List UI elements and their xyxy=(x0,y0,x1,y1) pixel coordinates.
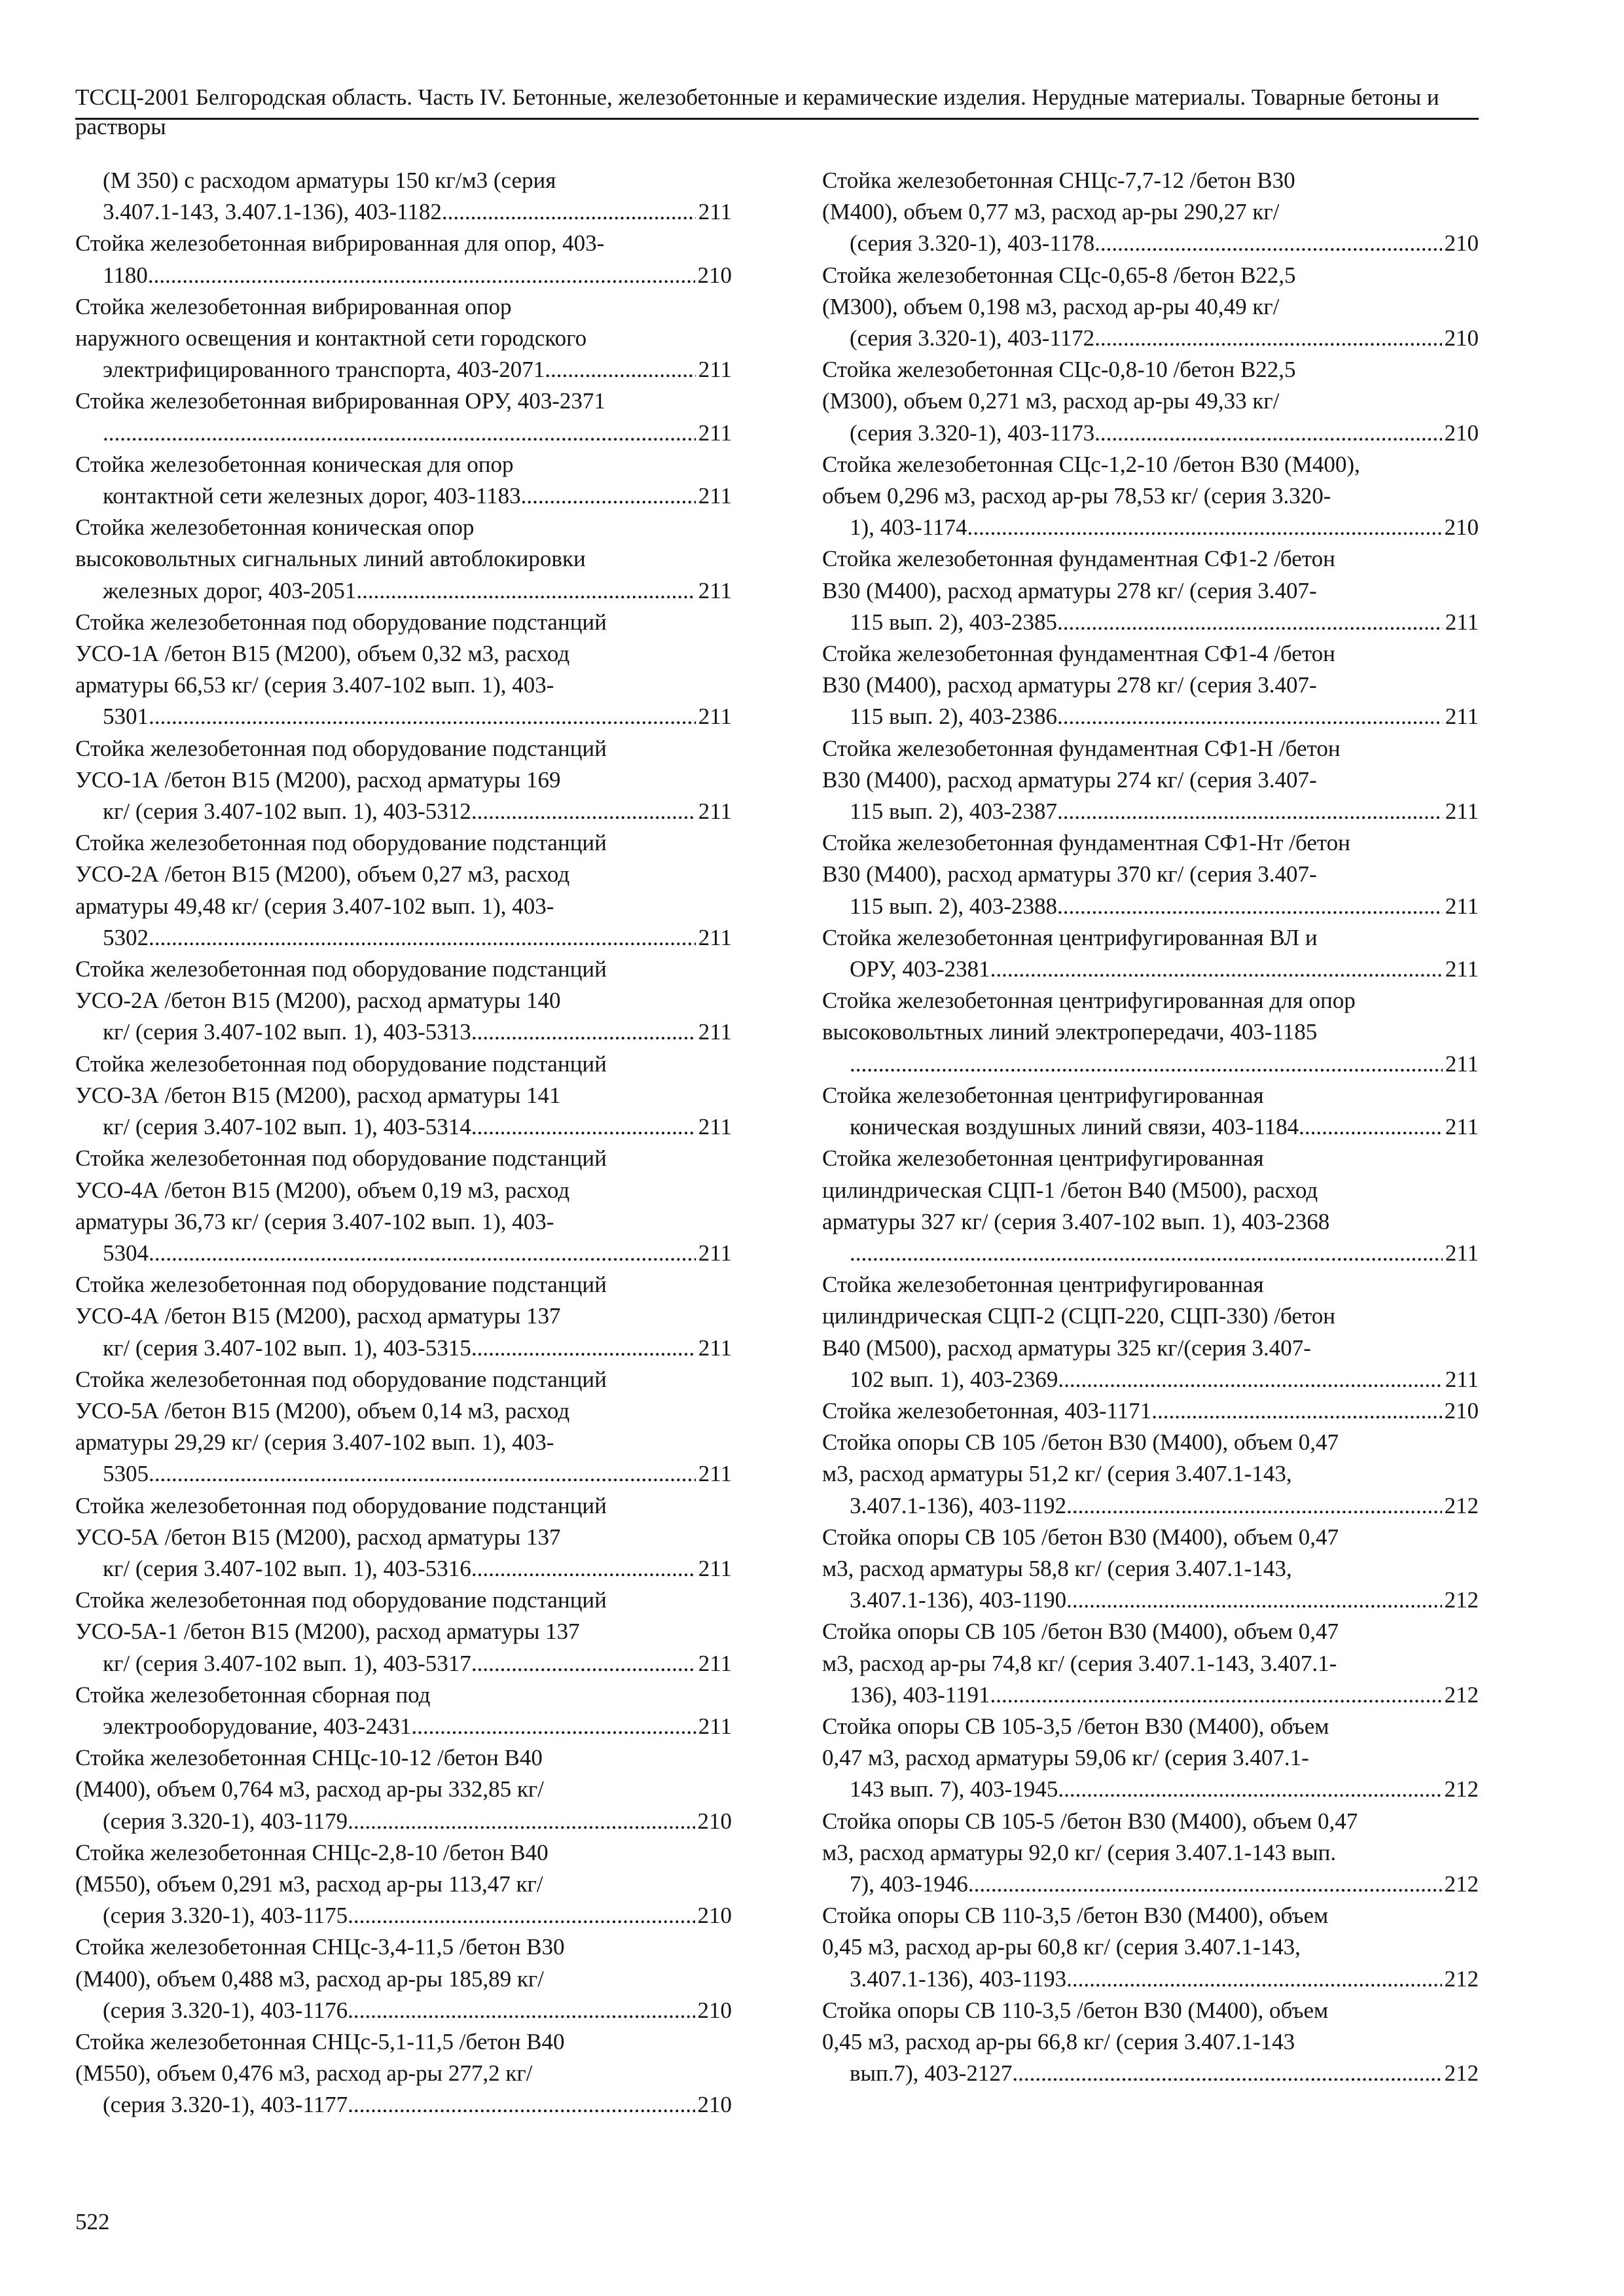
page-reference: 212 xyxy=(1444,1871,1479,1897)
index-entry xyxy=(822,638,1479,733)
index-entry-line: арматуры 66,53 кг/ (серия 3.407-102 вып. 1), 403- xyxy=(75,672,554,698)
index-entry-tail xyxy=(103,480,732,512)
index-entry-tail-text: железных дорог, 403-2051 xyxy=(103,577,357,603)
index-entry-line: В30 (М400), расход арматуры 274 кг/ (серия 3.407- xyxy=(822,766,1317,793)
dot-leader xyxy=(348,1995,695,2026)
page-reference: 210 xyxy=(697,1997,732,2023)
index-entry-tail-text: кг/ (серия 3.407-102 вып. 1), 403-5316 xyxy=(103,1555,471,1581)
index-entry-line: высоковольтных линий электропередачи, 403-1185 xyxy=(822,1019,1318,1045)
index-entry xyxy=(75,733,732,828)
dot-leader xyxy=(471,796,696,827)
index-entry-tail xyxy=(103,1900,732,1931)
page-reference: 211 xyxy=(1445,704,1479,730)
dot-leader xyxy=(149,922,696,954)
dot-leader xyxy=(1057,796,1443,827)
dot-leader xyxy=(968,1869,1442,1900)
index-entry-tail xyxy=(850,512,1479,543)
index-column-right xyxy=(822,165,1479,2089)
index-entry-line: наружного освещения и контактной сети городского xyxy=(75,325,587,351)
dot-leader xyxy=(149,701,696,732)
page-reference: 211 xyxy=(1445,893,1479,919)
index-entry-line: УСО-4А /бетон B15 (М200), расход арматуры 137 xyxy=(75,1303,561,1329)
index-entry-line: арматуры 327 кг/ (серия 3.407-102 вып. 1), 403-2368 xyxy=(822,1208,1330,1234)
dot-leader xyxy=(1057,891,1443,922)
page-number: 522 xyxy=(75,2209,110,2234)
page-reference: 210 xyxy=(697,2092,732,2118)
index-entry-tail-text: 1), 403-1174 xyxy=(850,514,967,541)
index-entry-line: (М300), объем 0,271 м3, расход ар-ры 49,33 кг/ xyxy=(822,388,1280,414)
index-entry-line: Стойка железобетонная фундаментная СФ1-Нт /бетон xyxy=(822,830,1350,856)
index-entry xyxy=(822,1806,1479,1901)
index-entry-tail xyxy=(850,323,1479,354)
index-entry-tail xyxy=(850,1364,1479,1395)
dot-leader xyxy=(1058,1364,1442,1395)
dot-leader xyxy=(471,1333,696,1364)
index-entry-tail-text: ОРУ, 403-2381 xyxy=(850,956,990,982)
index-entry-tail-text: (серия 3.320-1), 403-1175 xyxy=(103,1903,348,1929)
index-entry-tail xyxy=(850,418,1479,449)
index-entry-tail xyxy=(103,196,732,228)
index-entry-tail xyxy=(850,2058,1479,2089)
index-entry-line: (М550), объем 0,291 м3, расход ар-ры 113,47 кг/ xyxy=(75,1871,543,1897)
dot-leader xyxy=(1012,2058,1441,2089)
index-entry-line: Стойка железобетонная СЦс-1,2-10 /бетон В30 (М400), xyxy=(822,451,1360,477)
index-entry-line: цилиндрическая СЦП-1 /бетон В40 (М500), расход xyxy=(822,1177,1318,1203)
page-reference: 211 xyxy=(698,1335,732,1361)
index-entry xyxy=(75,1143,732,1269)
dot-leader xyxy=(1094,323,1441,354)
index-entry-tail-text: электрифицированного транспорта, 403-2071 xyxy=(103,357,545,383)
index-entry-line: Стойка железобетонная вибрированная для опор, 403- xyxy=(75,230,605,257)
page-reference: 211 xyxy=(1445,798,1479,825)
index-entry-line: Стойка железобетонная центрифугированная для опор xyxy=(822,988,1356,1014)
index-entry-line: (М 350) с расходом арматуры 150 кг/м3 (серия xyxy=(103,168,556,193)
index-entry xyxy=(75,1049,732,1143)
index-entry xyxy=(822,733,1479,828)
dot-leader xyxy=(1058,1774,1441,1805)
page-reference: 210 xyxy=(697,262,732,288)
page-reference: 211 xyxy=(1445,609,1479,635)
index-entry-tail xyxy=(850,1869,1479,1900)
index-entry-tail-text: (серия 3.320-1), 403-1176 xyxy=(103,1997,348,2023)
index-entry-tail-text: вып.7), 403-2127 xyxy=(850,2060,1013,2087)
index-entry-tail xyxy=(850,1238,1479,1269)
index-entry-line: Стойка железобетонная под оборудование подстанций xyxy=(75,1272,607,1298)
index-entry xyxy=(822,1900,1479,1995)
index-entry xyxy=(822,1080,1479,1143)
index-entry-tail-text: кг/ (серия 3.407-102 вып. 1), 403-5314 xyxy=(103,1114,471,1140)
index-entry-tail xyxy=(850,1679,1479,1711)
dot-leader xyxy=(471,1553,696,1585)
page-reference: 211 xyxy=(698,924,732,950)
header-rule xyxy=(75,118,1479,120)
index-entry-line: Стойка железобетонная СНЦс-2,8-10 /бетон В40 xyxy=(75,1839,549,1865)
index-entry-line: Стойка железобетонная под оборудование подстанций xyxy=(75,1366,607,1392)
index-entry xyxy=(822,827,1479,922)
index-entry-tail xyxy=(850,1774,1479,1805)
page-reference: 211 xyxy=(698,199,732,225)
index-entry-tail-text: Стойка железобетонная, 403-1171 xyxy=(822,1397,1152,1424)
index-entry-line: В30 (М400), расход арматуры 278 кг/ (серия 3.407- xyxy=(822,577,1317,603)
index-entry-tail xyxy=(103,922,732,954)
page-reference: 211 xyxy=(698,357,732,383)
index-entry-line: Стойка железобетонная под оборудование подстанций xyxy=(75,1145,607,1172)
dot-leader xyxy=(521,480,696,512)
index-entry-tail-text: 102 вып. 1), 403-2369 xyxy=(850,1366,1058,1392)
index-entry xyxy=(75,607,732,733)
index-entry xyxy=(75,291,732,386)
dot-leader xyxy=(1094,228,1441,259)
dot-leader xyxy=(967,512,1442,543)
index-entry-line: Стойка железобетонная СНЦс-7,7-12 /бетон В30 xyxy=(822,168,1295,193)
index-entry-tail-text: (серия 3.320-1), 403-1178 xyxy=(850,230,1095,257)
index-entry-line: м3, расход ар-ры 74,8 кг/ (серия 3.407.1-143, 3.407.1- xyxy=(822,1650,1337,1676)
index-entry-tail-text: (серия 3.320-1), 403-1179 xyxy=(103,1808,348,1834)
index-entry-tail-text: 115 вып. 2), 403-2385 xyxy=(850,609,1058,635)
index-entry-line: м3, расход арматуры 92,0 кг/ (серия 3.407.1-143 вып. xyxy=(822,1839,1337,1865)
index-entry-tail-text: 115 вып. 2), 403-2388 xyxy=(850,893,1058,919)
index-entry-tail-text: (серия 3.320-1), 403-1177 xyxy=(103,2092,348,2118)
index-entry-tail-text: кг/ (серия 3.407-102 вып. 1), 403-5315 xyxy=(103,1335,471,1361)
index-entry-line: Стойка железобетонная сборная под xyxy=(75,1681,431,1708)
index-entry-line: Стойка железобетонная под оборудование подстанций xyxy=(75,609,607,635)
dot-leader xyxy=(850,1049,1443,1080)
page-reference: 211 xyxy=(698,704,732,730)
index-entry-line: (М400), объем 0,77 м3, расход ар-ры 290,27 кг/ xyxy=(822,199,1280,225)
page-reference: 211 xyxy=(1445,1240,1479,1266)
index-entry xyxy=(75,228,732,291)
index-entry-tail-text: электрооборудование, 403-2431 xyxy=(103,1713,412,1739)
page-reference: 210 xyxy=(1444,325,1479,351)
page-reference: 210 xyxy=(1444,514,1479,541)
page-reference: 211 xyxy=(1445,1366,1479,1392)
index-entry-tail xyxy=(103,1333,732,1364)
index-entry-tail xyxy=(103,1458,732,1490)
index-entry-line: арматуры 36,73 кг/ (серия 3.407-102 вып. 1), 403- xyxy=(75,1208,554,1234)
index-entry-tail xyxy=(103,1238,732,1269)
index-entry-tail-text: (серия 3.320-1), 403-1172 xyxy=(850,325,1095,351)
page-reference: 212 xyxy=(1444,1681,1479,1708)
index-entry-tail-text: 115 вып. 2), 403-2386 xyxy=(850,704,1058,730)
index-entry-line: м3, расход арматуры 51,2 кг/ (серия 3.407.1-143, xyxy=(822,1461,1292,1487)
index-entry xyxy=(822,165,1479,260)
index-entry-tail xyxy=(103,796,732,827)
index-entry-line: Стойка железобетонная фундаментная СФ1-4 /бетон xyxy=(822,641,1335,667)
index-entry-tail xyxy=(850,1111,1479,1143)
index-entry-line: УСО-5А /бетон B15 (М200), объем 0,14 м3, расход xyxy=(75,1397,570,1424)
index-entry-line: Стойка железобетонная фундаментная СФ1-Н /бетон xyxy=(822,735,1341,761)
index-entry xyxy=(75,512,732,607)
index-entry xyxy=(75,954,732,1049)
index-entry xyxy=(822,1395,1479,1427)
index-entry xyxy=(75,386,732,448)
index-entry-line: (М550), объем 0,476 м3, расход ар-ры 277,2 кг/ xyxy=(75,2060,533,2087)
index-entry-tail-text: 3.407.1-136), 403-1190 xyxy=(850,1587,1067,1613)
dot-leader xyxy=(850,1238,1443,1269)
index-entry-tail xyxy=(103,1553,732,1585)
dot-leader xyxy=(1094,418,1441,449)
index-entry-tail-text: 5301 xyxy=(103,704,149,730)
page-reference: 211 xyxy=(1445,956,1479,982)
index-entry-line: Стойка железобетонная центрифугированная xyxy=(822,1272,1264,1298)
index-entry-line: арматуры 29,29 кг/ (серия 3.407-102 вып. 1), 403- xyxy=(75,1429,554,1456)
page-reference: 212 xyxy=(1444,1492,1479,1518)
index-entry-line: В30 (М400), расход арматуры 278 кг/ (серия 3.407- xyxy=(822,672,1317,698)
index-entry-line: Стойка железобетонная под оборудование подстанций xyxy=(75,956,607,982)
dot-leader xyxy=(1057,701,1443,732)
index-entry xyxy=(822,1269,1479,1395)
index-entry-line: цилиндрическая СЦП-2 (СЦП-220, СЦП-330) /бетон xyxy=(822,1303,1335,1329)
index-entry-line: Стойка железобетонная центрифугированная ВЛ и xyxy=(822,924,1318,950)
dot-leader xyxy=(471,1111,696,1143)
page-reference: 211 xyxy=(698,420,732,446)
index-entry xyxy=(75,449,732,512)
dot-leader xyxy=(1057,607,1443,638)
index-entry-tail-text: контактной сети железных дорог, 403-1183 xyxy=(103,483,521,509)
dot-leader xyxy=(149,1458,696,1490)
index-entry-tail xyxy=(850,228,1479,259)
page-reference: 211 xyxy=(698,1114,732,1140)
page-reference: 212 xyxy=(1444,1776,1479,1803)
page-reference: 212 xyxy=(1444,2060,1479,2087)
dot-leader xyxy=(348,2089,695,2121)
index-entry-line: Стойка железобетонная СНЦс-3,4-11,5 /бетон В30 xyxy=(75,1934,565,1960)
index-entry-line: Стойка опоры СВ 105-3,5 /бетон В30 (М400), объем xyxy=(822,1713,1329,1739)
index-entry-tail-text: 136), 403-1191 xyxy=(850,1681,990,1708)
index-entry xyxy=(75,1742,732,1837)
index-entry-line: УСО-1А /бетон B15 (М200), объем 0,32 м3, расход xyxy=(75,641,570,667)
index-entry-line: Стойка железобетонная центрифугированная xyxy=(822,1082,1264,1108)
index-entry-line: В30 (М400), расход арматуры 370 кг/ (серия 3.407- xyxy=(822,861,1317,888)
index-entry-tail-text: 5305 xyxy=(103,1461,149,1487)
index-entry-tail xyxy=(850,1964,1479,1995)
dot-leader xyxy=(149,1238,696,1269)
page-reference: 211 xyxy=(1445,1050,1479,1077)
index-entry xyxy=(822,1616,1479,1711)
index-entry-tail xyxy=(103,1995,732,2026)
index-entry-line: Стойка железобетонная центрифугированная xyxy=(822,1145,1264,1172)
index-entry xyxy=(75,1490,732,1585)
index-entry-line: Стойка опоры СВ 105-5 /бетон В30 (М400), объем 0,47 xyxy=(822,1808,1358,1834)
index-entry-tail xyxy=(103,2089,732,2121)
dot-leader xyxy=(411,1711,695,1742)
index-entry-line: Стойка железобетонная под оборудование подстанций xyxy=(75,1492,607,1518)
index-entry-tail xyxy=(103,418,732,449)
page-reference: 211 xyxy=(698,1240,732,1266)
index-entry-tail xyxy=(850,1049,1479,1080)
index-entry-tail-text: (серия 3.320-1), 403-1173 xyxy=(850,420,1095,446)
dot-leader xyxy=(1066,1964,1441,1995)
page-reference: 210 xyxy=(697,1808,732,1834)
index-entry xyxy=(75,165,732,228)
index-entry-tail-text: 3.407.1-136), 403-1192 xyxy=(850,1492,1067,1518)
index-entry xyxy=(822,543,1479,638)
index-entry-tail xyxy=(850,701,1479,732)
index-entry-line: Стойка железобетонная СНЦс-5,1-11,5 /бетон В40 xyxy=(75,2028,565,2054)
page-reference: 211 xyxy=(1445,1114,1479,1140)
index-entry-line: Стойка железобетонная коническая опор xyxy=(75,514,475,541)
dot-leader xyxy=(103,418,696,449)
index-entry-tail xyxy=(850,891,1479,922)
index-entry xyxy=(822,260,1479,355)
index-entry-line: Стойка железобетонная вибрированная ОРУ, 403-2371 xyxy=(75,388,605,414)
page-reference: 211 xyxy=(698,1713,732,1739)
index-entry xyxy=(75,1585,732,1679)
index-entry xyxy=(75,1269,732,1364)
index-entry-tail-text: кг/ (серия 3.407-102 вып. 1), 403-5317 xyxy=(103,1650,471,1676)
dot-leader xyxy=(471,1648,696,1679)
index-entry xyxy=(822,1522,1479,1617)
index-entry-line: м3, расход арматуры 58,8 кг/ (серия 3.407.1-143, xyxy=(822,1555,1292,1581)
index-entry xyxy=(822,922,1479,985)
dot-leader xyxy=(990,954,1443,985)
index-entry-line: УСО-1А /бетон B15 (М200), расход арматуры 169 xyxy=(75,766,561,793)
index-entry-line: Стойка железобетонная под оборудование подстанций xyxy=(75,1587,607,1613)
index-entry-tail-text: кг/ (серия 3.407-102 вып. 1), 403-5313 xyxy=(103,1019,471,1045)
index-entry-tail-text: коническая воздушных линий связи, 403-1184 xyxy=(850,1114,1299,1140)
index-entry-line: Стойка опоры СВ 105 /бетон В30 (М400), объем 0,47 xyxy=(822,1429,1339,1456)
index-entry-line: Стойка опоры СВ 105 /бетон В30 (М400), объем 0,47 xyxy=(822,1619,1339,1645)
index-entry-tail xyxy=(103,575,732,607)
dot-leader xyxy=(990,1679,1442,1711)
index-entry-tail xyxy=(103,354,732,386)
index-entry-tail xyxy=(822,1395,1479,1427)
index-entry-tail-text: 115 вып. 2), 403-2387 xyxy=(850,798,1058,825)
index-entry-line: Стойка железобетонная коническая для опор xyxy=(75,451,514,477)
index-entry-line: Стойка железобетонная вибрированная опор xyxy=(75,293,512,319)
dot-leader xyxy=(1299,1111,1443,1143)
dot-leader xyxy=(148,260,695,291)
page-reference: 211 xyxy=(698,1461,732,1487)
index-entry-tail xyxy=(103,260,732,291)
index-entry-line: 0,45 м3, расход ар-ры 66,8 кг/ (серия 3.407.1-143 xyxy=(822,2028,1295,2054)
index-entry-tail xyxy=(103,701,732,732)
index-entry-tail xyxy=(850,1585,1479,1616)
index-entry-line: УСО-5А /бетон B15 (М200), расход арматуры 137 xyxy=(75,1524,561,1550)
page-reference: 210 xyxy=(1444,230,1479,257)
index-entry-line: Стойка железобетонная под оборудование подстанций xyxy=(75,1050,607,1077)
index-entry-line: УСО-2А /бетон B15 (М200), объем 0,27 м3, расход xyxy=(75,861,570,888)
index-entry xyxy=(75,1837,732,1932)
index-entry-line: Стойка железобетонная СЦс-0,8-10 /бетон В22,5 xyxy=(822,357,1296,383)
dot-leader xyxy=(356,575,695,607)
page-reference: 212 xyxy=(1444,1965,1479,1992)
page-reference: 212 xyxy=(1444,1587,1479,1613)
index-column-left xyxy=(75,165,732,2121)
page-reference: 211 xyxy=(698,1650,732,1676)
index-entry-tail xyxy=(850,607,1479,638)
dot-leader xyxy=(442,196,696,228)
index-entry-tail xyxy=(103,1806,732,1837)
index-entry xyxy=(75,1364,732,1490)
dot-leader xyxy=(1151,1395,1441,1427)
index-entry-tail xyxy=(850,1490,1479,1522)
page-reference: 210 xyxy=(697,1903,732,1929)
index-entry-line: (М400), объем 0,488 м3, расход ар-ры 185,89 кг/ xyxy=(75,1965,544,1992)
index-entry-line: арматуры 49,48 кг/ (серия 3.407-102 вып. 1), 403- xyxy=(75,893,554,919)
page-header: ТССЦ-2001 Белгородская область. Часть IV. Бетонные, железобетонные и керамические изделия. Нерудные материалы. Товарные бетоны и растворы xyxy=(75,84,1439,139)
page-reference: 211 xyxy=(698,798,732,825)
index-entry-line: объем 0,296 м3, расход ар-ры 78,53 кг/ (серия 3.320- xyxy=(822,483,1331,509)
index-entry-line: Стойка железобетонная СЦс-0,65-8 /бетон В22,5 xyxy=(822,262,1296,288)
index-entry-tail xyxy=(103,1111,732,1143)
index-entry-line: УСО-4А /бетон B15 (М200), объем 0,19 м3, расход xyxy=(75,1177,570,1203)
page-reference: 210 xyxy=(1444,420,1479,446)
index-entry-line: Стойка железобетонная под оборудование подстанций xyxy=(75,735,607,761)
index-entry-line: (М400), объем 0,764 м3, расход ар-ры 332,85 кг/ xyxy=(75,1776,544,1803)
dot-leader xyxy=(1066,1490,1441,1522)
index-entry-tail-text: 5302 xyxy=(103,924,149,950)
index-entry-line: УСО-3А /бетон B15 (М200), расход арматуры 141 xyxy=(75,1082,561,1108)
index-entry-line: Стойка опоры СВ 110-3,5 /бетон В30 (М400), объем xyxy=(822,1997,1329,2023)
index-entry-tail-text: 3.407.1-136), 403-1193 xyxy=(850,1965,1067,1992)
index-entry-tail xyxy=(850,796,1479,827)
index-entry xyxy=(822,354,1479,449)
index-entry xyxy=(75,2026,732,2121)
index-entry-tail-text: кг/ (серия 3.407-102 вып. 1), 403-5312 xyxy=(103,798,471,825)
index-entry xyxy=(822,985,1479,1080)
index-entry-line: УСО-2А /бетон B15 (М200), расход арматуры 140 xyxy=(75,988,561,1014)
index-entry-tail xyxy=(103,1016,732,1048)
dot-leader xyxy=(545,354,696,386)
index-entry xyxy=(822,1711,1479,1806)
index-entry-tail xyxy=(103,1711,732,1742)
index-entry-tail xyxy=(850,954,1479,985)
index-entry-line: Стойка железобетонная фундаментная СФ1-2 /бетон xyxy=(822,546,1335,572)
index-entry xyxy=(75,1679,732,1742)
index-entry-tail-text: 5304 xyxy=(103,1240,149,1266)
index-entry-tail-text: 7), 403-1946 xyxy=(850,1871,968,1897)
index-entry-line: УСО-5А-1 /бетон B15 (М200), расход арматуры 137 xyxy=(75,1619,580,1645)
index-entry-line: Стойка опоры СВ 105 /бетон В30 (М400), объем 0,47 xyxy=(822,1524,1339,1550)
index-entry-line: Стойка железобетонная СНЦс-10-12 /бетон В40 xyxy=(75,1745,543,1771)
page-reference: 211 xyxy=(698,483,732,509)
dot-leader xyxy=(1066,1585,1441,1616)
index-entry-line: В40 (М500), расход арматуры 325 кг/(серия 3.407- xyxy=(822,1335,1311,1361)
dot-leader xyxy=(471,1016,696,1048)
index-entry xyxy=(75,827,732,954)
index-entry-line: Стойка железобетонная под оборудование подстанций xyxy=(75,830,607,856)
index-entry-line: (М300), объем 0,198 м3, расход ар-ры 40,49 кг/ xyxy=(822,293,1280,319)
index-entry-tail-text: 3.407.1-143, 3.407.1-136), 403-1182 xyxy=(103,199,442,225)
page-reference: 211 xyxy=(698,577,732,603)
dot-leader xyxy=(348,1806,695,1837)
index-entry xyxy=(822,1143,1479,1269)
index-entry xyxy=(75,1931,732,2026)
index-entry-line: высоковольтных сигнальных линий автоблокировки xyxy=(75,546,586,572)
index-entry-line: 0,47 м3, расход арматуры 59,06 кг/ (серия 3.407.1- xyxy=(822,1745,1309,1771)
index-entry-tail-text: 1180 xyxy=(103,262,148,288)
index-entry xyxy=(822,1427,1479,1522)
page-reference: 211 xyxy=(698,1019,732,1045)
dot-leader xyxy=(348,1900,695,1931)
index-entry-line: Стойка опоры СВ 110-3,5 /бетон В30 (М400), объем xyxy=(822,1903,1329,1929)
page-reference: 210 xyxy=(1444,1397,1479,1424)
index-entry xyxy=(822,449,1479,544)
index-entry-line: 0,45 м3, расход ар-ры 60,8 кг/ (серия 3.407.1-143, xyxy=(822,1934,1301,1960)
page-reference: 211 xyxy=(698,1555,732,1581)
index-entry xyxy=(822,1995,1479,2090)
index-entry-tail-text: 143 вып. 7), 403-1945 xyxy=(850,1776,1058,1803)
index-entry-tail xyxy=(103,1648,732,1679)
